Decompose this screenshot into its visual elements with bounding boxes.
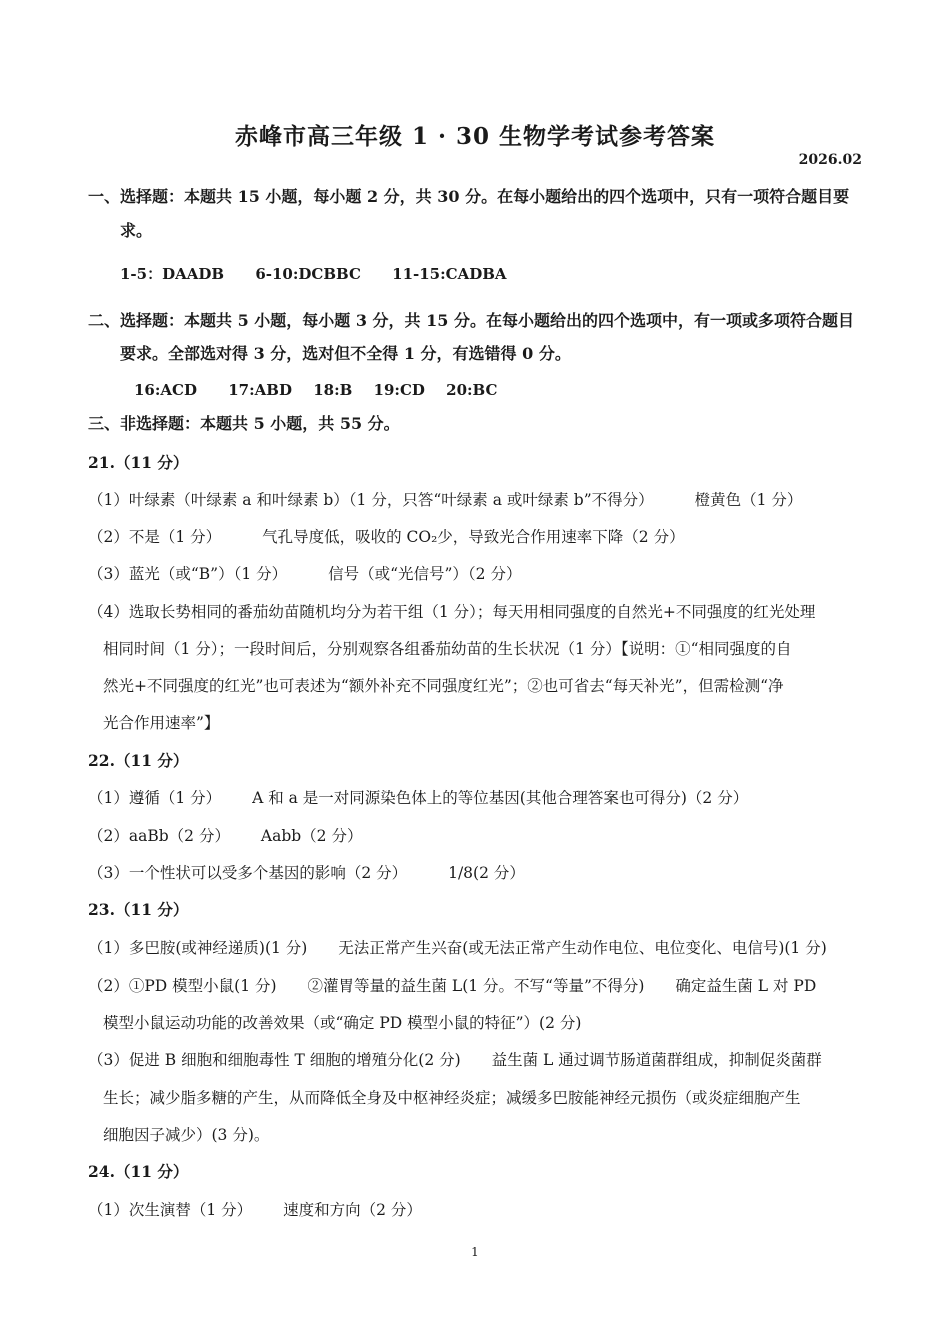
answer-part: 1/8(2 分） [448, 864, 525, 882]
answer-part: 气孔导度低，吸收的 CO₂少，导致光合作用速率下降（2 分） [262, 528, 685, 546]
page-number: 1 [471, 1245, 479, 1259]
answer-part: ②灌胃等量的益生菌 L(1 分。不写“等量”不得分) [307, 977, 645, 995]
question-title: 21.（11 分） [88, 453, 189, 472]
answer-group: 6-10:DCBBC [255, 265, 361, 283]
answer-line [88, 1198, 422, 1220]
answer-group: 17:ABD [228, 381, 292, 399]
answer-line [88, 786, 748, 808]
answer-group: 1-5：DAADB [120, 265, 225, 283]
answer-group: 20:BC [446, 381, 498, 399]
answer-part: （1）次生演替（1 分） [88, 1201, 253, 1219]
section1-heading-cont: 求。 [120, 221, 153, 240]
answer-part: 速度和方向（2 分） [283, 1201, 422, 1219]
answer-group: 16:ACD [134, 381, 197, 399]
answer-line [88, 1048, 822, 1070]
section3-heading: 三、非选择题：本题共 5 小题，共 55 分。 [88, 414, 400, 433]
answer-line [88, 488, 802, 510]
answer-line [88, 974, 816, 996]
section2-heading: 二、选择题：本题共 5 小题，每小题 3 分，共 15 分。在每小题给出的四个选项中，有一项或多项符合题目 [88, 311, 854, 330]
answer-line [88, 824, 362, 846]
answer-line: 光合作用速率”】 [103, 714, 220, 732]
answer-line [88, 562, 521, 584]
answer-part: （2）aaBb（2 分） [88, 827, 230, 845]
answer-part: Aabb（2 分） [260, 827, 363, 845]
section2-answers [134, 381, 497, 399]
answer-line: （4）选取长势相同的番茄幼苗随机均分为若干组（1 分）；每天用相同强度的自然光+不同强度的红光处理 [88, 603, 816, 621]
section1-heading: 一、选择题：本题共 15 小题，每小题 2 分，共 30 分。在每小题给出的四个选项中，只有一项符合题目要 [88, 187, 850, 206]
section1-answers [120, 263, 507, 284]
answer-part: 无法正常产生兴奋(或无法正常产生动作电位、电位变化、电信号)(1 分) [338, 939, 827, 957]
answer-part: （2）①PD 模型小鼠(1 分) [88, 977, 277, 995]
answer-line: 模型小鼠运动功能的改善效果（或“确定 PD 模型小鼠的特征”）(2 分) [103, 1014, 582, 1032]
answer-part: A 和 a 是一对同源染色体上的等位基因(其他合理答案也可得分)（2 分） [252, 789, 749, 807]
answer-part: （2）不是（1 分） [88, 528, 222, 546]
page-title: 赤峰市高三年级 1 · 30 生物学考试参考答案 [234, 123, 716, 150]
answer-group: 19:CD [373, 381, 425, 399]
date: 2026.02 [798, 152, 862, 168]
question-title: 23.（11 分） [88, 900, 189, 919]
answer-part: （1）多巴胺(或神经递质)(1 分) [88, 939, 308, 957]
answer-line [88, 861, 525, 883]
section2-heading-cont: 要求。全部选对得 3 分，选对但不全得 1 分，有选错得 0 分。 [120, 344, 571, 363]
answer-line: 然光+不同强度的红光”也可表述为“额外补充不同强度红光”；②也可省去“每天补光”，但需检测“净 [103, 677, 784, 695]
answer-line: 生长；减少脂多糖的产生，从而降低全身及中枢神经炎症；减缓多巴胺能神经元损伤（或炎症细胞产生 [103, 1089, 801, 1107]
answer-part: 信号（或“光信号”）（2 分） [328, 565, 522, 583]
answer-part: （1）遵循（1 分） [88, 789, 222, 807]
answer-line [88, 525, 685, 547]
question-title: 24.（11 分） [88, 1162, 189, 1181]
answer-part: 橙黄色（1 分） [694, 491, 803, 509]
answer-part: （3）一个性状可以受多个基因的影响（2 分） [88, 864, 408, 882]
answer-group: 11-15:CADBA [392, 265, 507, 283]
question-title: 22.（11 分） [88, 751, 189, 770]
answer-line: 相同时间（1 分）；一段时间后，分别观察各组番茄幼苗的生长状况（1 分）【说明：①“相同强度的自 [103, 640, 792, 658]
answer-line [88, 936, 827, 958]
answer-part: （3）蓝光（或“B”）（1 分） [88, 565, 288, 583]
answer-group: 18:B [313, 381, 353, 399]
answer-part: （3）促进 B 细胞和细胞毒性 T 细胞的增殖分化(2 分) [88, 1051, 461, 1069]
answer-part: 益生菌 L 通过调节肠道菌群组成，抑制促炎菌群 [491, 1051, 822, 1069]
answer-line: 细胞因子减少）(3 分)。 [103, 1126, 270, 1144]
answer-part: 确定益生菌 L 对 PD [675, 977, 817, 995]
answer-part: （1）叶绿素（叶绿素 a 和叶绿素 b）（1 分，只答“叶绿素 a 或叶绿素 b”不得分） [88, 491, 654, 509]
